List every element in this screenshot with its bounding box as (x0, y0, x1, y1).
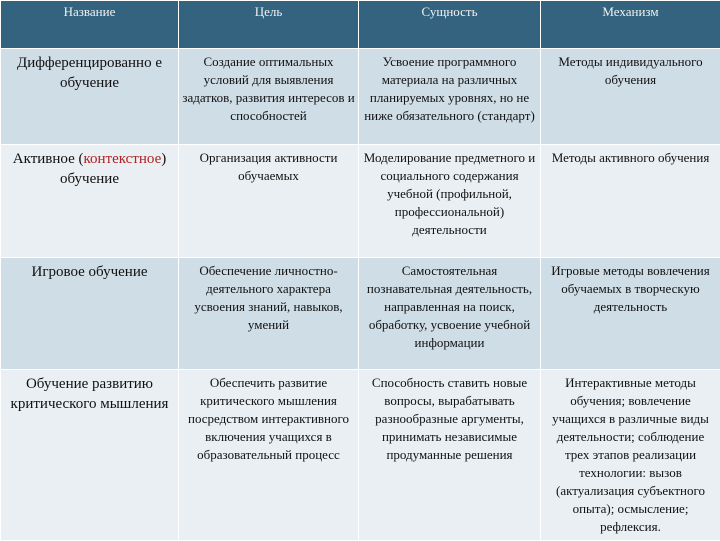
row-name-game: Игровое обучение (1, 258, 179, 370)
table-row (1, 370, 720, 541)
table-row (1, 49, 720, 145)
row-mechanism: Методы активного обучения (541, 145, 720, 258)
table-row (1, 145, 720, 258)
name-highlight: контекстное (83, 151, 161, 167)
row-essence: Усвоение программного материала на различных планируемых уровнях, но не ниже обязательного (стандарт) (359, 49, 541, 145)
table-row (1, 258, 720, 370)
row-name-differentiated: Дифференцированно е обучение (1, 49, 179, 145)
header-row (1, 1, 720, 49)
header-goal: Цель (179, 1, 359, 49)
row-essence: Способность ставить новые вопросы, вырабатывать разнообразные аргументы, принимать независимые продуманные решения (359, 370, 541, 541)
row-name-active (1, 145, 179, 258)
row-mechanism: Игровые методы вовлечения обучаемых в творческую деятельность (541, 258, 720, 370)
header-name: Название (1, 1, 179, 49)
row-mechanism: Методы индивидуального обучения (541, 49, 720, 145)
row-goal: Обеспечить развитие критического мышления посредством интерактивного включения учащихся в образовательный процесс (179, 370, 359, 541)
row-goal: Организация активности обучаемых (179, 145, 359, 258)
row-essence: Самостоятельная познавательная деятельность, направленная на поиск, обработку, усвоение учебной информации (359, 258, 541, 370)
row-goal: Создание оптимальных условий для выявления задатков, развития интересов и способностей (179, 49, 359, 145)
name-part: Активное ( (13, 151, 84, 167)
row-essence: Моделирование предметного и социального содержания учебной (профильной, профессиональной) деятельности (359, 145, 541, 258)
row-name-critical-thinking: Обучение развитию критического мышления (1, 370, 179, 541)
header-essence: Сущность (359, 1, 541, 49)
name-part: ) обучение (60, 151, 166, 187)
row-mechanism: Интерактивные методы обучения; вовлечение учащихся в различные виды деятельности; соблюдение трех этапов реализации технологии: вызов (актуализация субъектного опыта); осмысление; рефлексия. (541, 370, 720, 541)
row-goal: Обеспечение личностно-деятельного характера усвоения знаний, навыков, умений (179, 258, 359, 370)
header-mechanism: Механизм (541, 1, 720, 49)
